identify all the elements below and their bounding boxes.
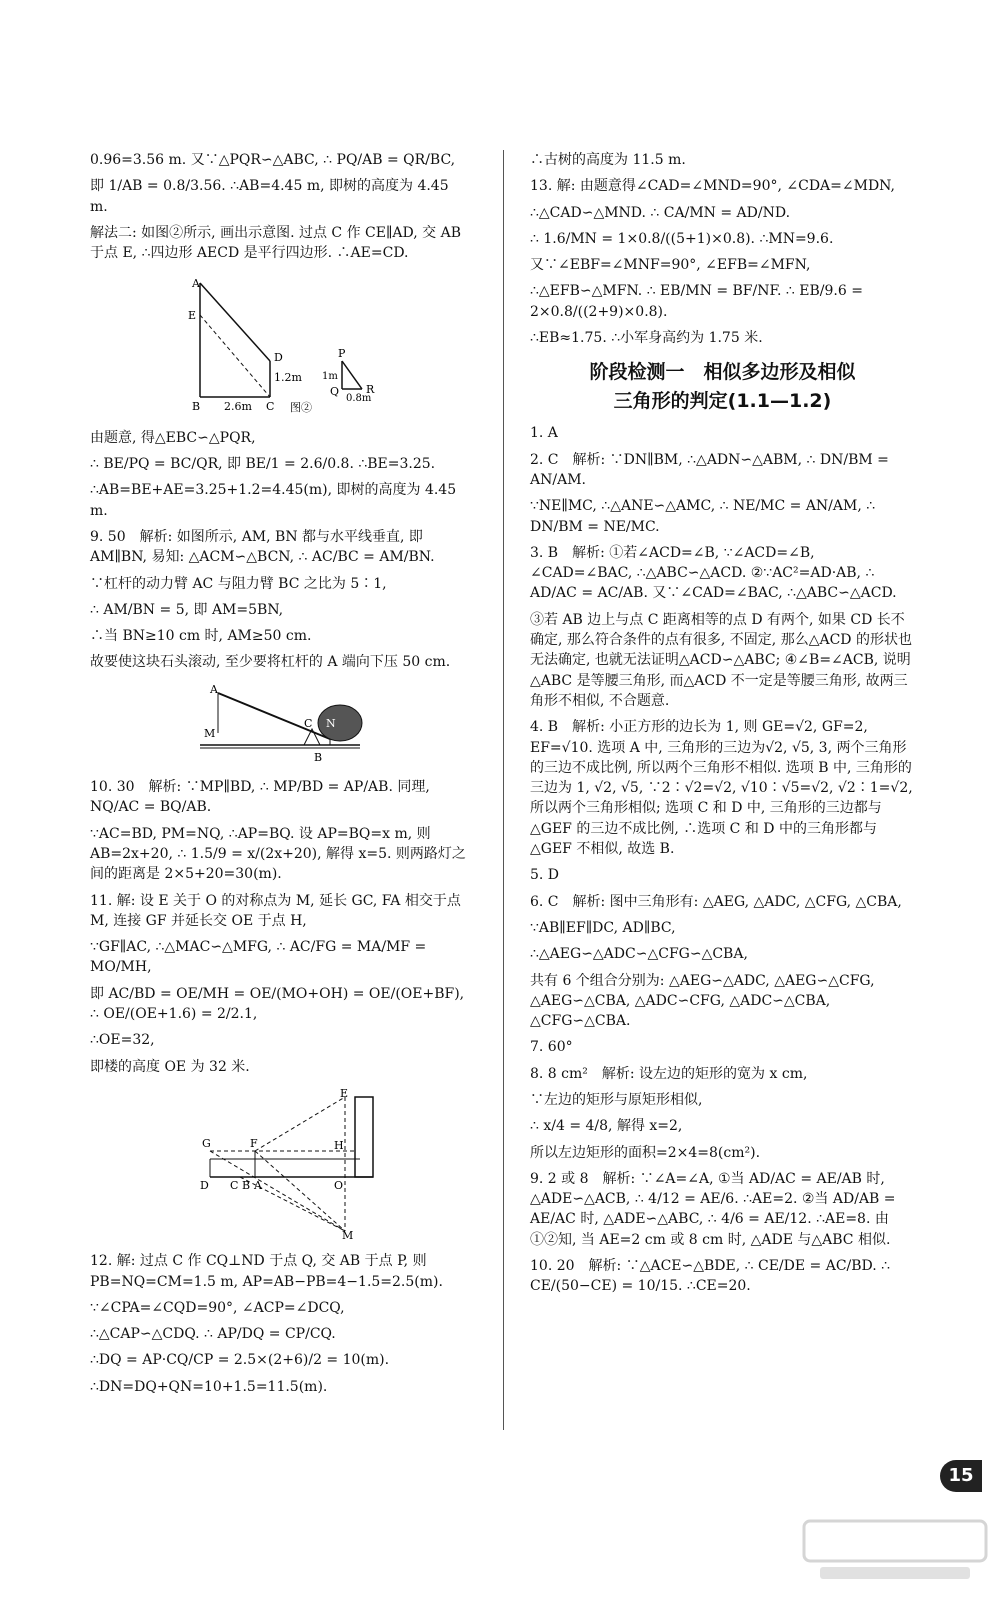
text-line: ∴ x/4 = 4/8, 解得 x=2, [530,1118,683,1135]
fig11-label-g: G [202,1136,211,1150]
fig11-label-c: C [230,1178,239,1192]
fig2-label-qr: 0.8m [346,393,372,405]
text-line: 11. 解: 设 E 关于 O 的对称点为 M, 延长 GC, FA 相交于点 M, 连接 GF 并延长交 OE 于点 H, [90,892,461,929]
fig2-label-pq: 1m [322,371,338,383]
text-line: ∴ BE/PQ = BC/QR, 即 BE/1 = 2.6/0.8. ∴BE=3.25. [90,456,436,473]
text-line: 共有 6 个组合分别为: △AEG∽△ADC, △AEG∽△CFG, △AEG∽△CBA, △ADC∽CFG, △ADC∽△CBA, △CFG∽△CBA. [530,972,875,1030]
text-line: 故要使这块石头滚动, 至少要将杠杆的 A 端向下压 50 cm. [90,654,451,671]
fig2-label-p: P [338,347,346,361]
text-line: 2. C 解析: ∵DN∥BM, ∴△ADN∽△ABM, ∴ DN/BM = AN/AM. [530,451,889,488]
text-line: 即 AC/BD = OE/MH = OE/(MO+OH) = OE/(OE+BF), ∴ OE/(OE+1.6) = 2/2.1, [90,985,465,1023]
text-line: 8. 8 cm² 解析: 设左边的矩形的宽为 x cm, [530,1065,808,1082]
fig2-label-cd: 1.2m [274,371,302,385]
fig2-caption: 图② [290,401,312,415]
figure-building [90,1089,470,1239]
text-line: ∵AB∥EF∥DC, AD∥BC, [530,919,676,936]
fig11-label-b: B [242,1178,251,1192]
text-line: 即楼的高度 OE 为 32 米. [90,1058,250,1075]
fig11-label-d: D [200,1178,209,1192]
text-line: ∵左边的矩形与原矩形相似, [530,1091,703,1108]
text-line: ∴DQ = AP·CQ/CP = 2.5×(2+6)/2 = 10(m). [90,1352,390,1369]
fig9-label-n: N [326,716,336,730]
fig11-label-f: F [250,1136,258,1150]
figure-2 [90,275,470,415]
column-divider [503,150,504,1430]
fig11-label-e: E [340,1088,349,1100]
fig9-label-c: C [304,716,313,730]
fig2-label-q: Q [330,385,340,399]
text-line: ∴△CAD∽△MND. ∴ CA/MN = AD/ND. [530,204,791,221]
text-line: 12. 解: 过点 C 作 CQ⊥ND 于点 Q, 交 AB 于点 P, 则 PB=NQ=CM=1.5 m, AP=AB−PB=4−1.5=2.5(m). [90,1253,443,1290]
fig9-label-a: A [210,684,218,696]
text-line: 0.96=3.56 m. 又∵△PQR∽△ABC, ∴ PQ/AB = QR/BC, [90,152,456,168]
fig2-label-bc: 2.6m [224,400,252,414]
text-line: ∴△EFB∽△MFN. ∴ EB/MN = BF/NF. ∴ EB/9.6 = 2×0.8/((2+9)×0.8). [530,283,863,320]
text-line: 6. C 解析: 图中三角形有: △AEG, △ADC, △CFG, △CBA, [530,893,902,910]
text-line: ∴古树的高度为 11.5 m. [530,152,686,168]
figure-lever [90,685,470,765]
text-line: 所以左边矩形的面积=2×4=8(cm²). [530,1144,761,1161]
text-line: ∵NE∥MC, ∴△ANE∽△AMC, ∴ NE/MC = AN/AM, ∴ DN/BM = NE/MC. [530,498,876,535]
text-line: ③若 AB 边上与点 C 距离相等的点 D 有两个, 如果 CD 长不确定, 那么符合条件的点有很多, 不固定, 那么△ACD 的形状也无法确定, 也就无法证明△ACD∽△ABC; ④∠B=∠ACB, 说明△ABC 是等腰三角形, 而△ACD 不一定是等腰三角形, 故两三角形不相似, 不合题意. [530,611,912,709]
text-line: ∴△CAP∽△CDQ. ∴ AP/DQ = CP/CQ. [90,1326,336,1343]
text-line: ∴当 BN≥10 cm 时, AM≥50 cm. [90,628,312,645]
text-line: 10. 30 解析: ∵MP∥BD, ∴ MP/BD = AP/AB. 同理, NQ/AC = BQ/AB. [90,779,430,816]
text-line: 13. 解: 由题意得∠CAD=∠MND=90°, ∠CDA=∠MDN, [530,178,895,195]
text-line: ∴EB≈1.75. ∴小军身高约为 1.75 米. [530,330,763,347]
text-line: ∵AC=BD, PM=NQ, ∴AP=BQ. 设 AP=BQ=x m, 则 AB=2x+20, ∴ 1.5/9 = x/(2x+20), 解得 x=5. 则两路灯之间的距离是 2×5+20=30(m). [90,825,466,883]
text-line: 5. D [530,867,560,884]
text-line: 解法二: 如图②所示, 画出示意图. 过点 C 作 CE∥AD, 交 AB 于点 E, ∴四边形 AECD 是平行四边形. ∴AE=CD. [90,224,462,262]
text-line: 3. B 解析: ①若∠ACD=∠B, ∵∠ACD=∠B, ∠CAD=∠BAC, ∴△ABC∽△ACD. ②∵AC²=AD·AB, ∴ AD/AC = AC/AB. 又∵∠CAD=∠BAC, ∴△ABC∽△ACD. [530,544,897,602]
fig2-label-b: B [192,400,201,414]
text-line: ∴DN=DQ+QN=10+1.5=11.5(m). [90,1378,328,1395]
text-line: 又∵∠EBF=∠MNF=90°, ∠EFB=∠MFN, [530,257,811,274]
text-line: 9. 50 解析: 如图所示, AM, BN 都与水平线垂直, 即 AM∥BN, 易知: △ACM∽△BCN, ∴ AC/BC = AM/BN. [90,528,435,566]
fig2-label-c: C [266,400,275,414]
left-column [90,150,470,1403]
text-line: ∴ AM/BN = 5, 即 AM=5BN, [90,601,284,618]
text-line: 即 1/AB = 0.8/3.56. ∴AB=4.45 m, 即树的高度为 4.45 m. [90,178,449,215]
fig11-label-o: O [334,1178,344,1192]
text-line: ∴AB=BE+AE=3.25+1.2=4.45(m), 即树的高度为 4.45 m. [90,482,457,519]
fig11-label-a: A [254,1178,262,1192]
fig9-label-m: M [204,726,216,740]
text-line: 1. A [530,425,558,442]
fig2-label-d: D [274,351,283,365]
fig11-label-h: H [334,1138,344,1152]
fig2-label-e: E [188,309,197,323]
page-number: 15 [940,1460,982,1492]
fig2-label-a: A [192,277,200,291]
right-column [530,150,915,1303]
text-line: ∴ 1.6/MN = 1×0.8/((5+1)×0.8). ∴MN=9.6. [530,230,834,247]
text-line: ∵杠杆的动力臂 AC 与阻力臂 BC 之比为 5∶1, [90,575,387,592]
text-line: 7. 60° [530,1039,573,1056]
text-line: 10. 20 解析: ∵△ACE∽△BDE, ∴ CE/DE = AC/BD. ∴ CE/(50−CE) = 10/15. ∴CE=20. [530,1258,891,1295]
text-line: 9. 2 或 8 解析: ∵∠A=∠A, ①当 AD/AC = AE/AB 时, △ADE∽△ACB, ∴ 4/12 = AE/6. ∴AE=2. ②当 AD/AB = AE/AC 时, △ADE∽△ABC, ∴ 4/6 = AE/12. ∴AE=8. 由①②知, 当 AE=2 cm 或 8 cm 时, △ADE 与△ABC 相似. [530,1170,896,1248]
section-heading-line: 阶段检测一 相似多边形及相似 [589,361,856,384]
text-line: ∵GF∥AC, ∴△MAC∽△MFG, ∴ AC/FG = MA/MF = MO/MH, [90,939,427,976]
section-heading-line: 三角形的判定(1.1—1.2) [613,389,832,412]
text-line: ∵∠CPA=∠CQD=90°, ∠ACP=∠DCQ, [90,1299,345,1316]
text-line: 4. B 解析: 小正方形的边长为 1, 则 GE=√2, GF=2, EF=√10. 选项 A 中, 三角形的三边为√2, √5, 3, 两个三角形的三边不成比例, 所以两个三角形不相似. 选项 B 中, 三角形的三边为 1, √2, √5, ∵2∶√2=√2, √10∶√5=√2, √2∶1=√2, 所以两个三角形相似; 选项 C 和 D 中, 三角形的三边都与△GEF 的三边不成比例, ∴选项 C 和 D 中的三角形都与△GEF 不相似, 故选 B. [530,719,913,858]
fig2-label-r: R [366,383,375,397]
text-line: ∴OE=32, [90,1032,155,1049]
section-heading [530,358,915,415]
fig9-label-b: B [314,750,323,764]
fig11-label-m: M [342,1228,354,1239]
text-line: 由题意, 得△EBC∽△PQR, [90,429,256,446]
text-line: ∴△AEG∽△ADC∽△CFG∽△CBA, [530,946,748,963]
watermark-logo-icon [800,1515,990,1585]
